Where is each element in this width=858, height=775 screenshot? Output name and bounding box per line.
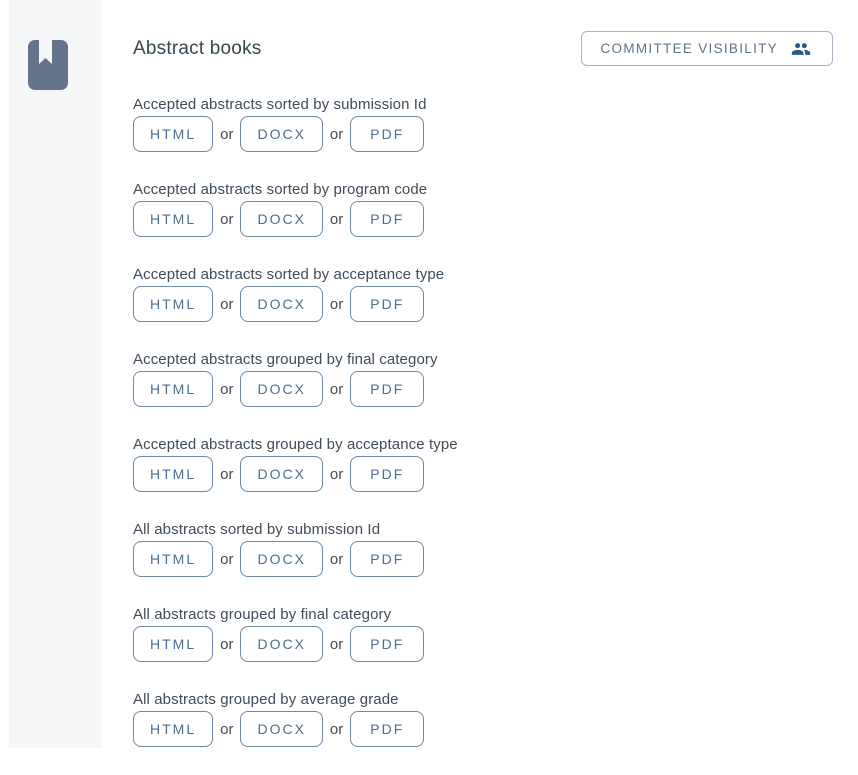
or-separator: or	[220, 210, 234, 228]
or-separator: or	[329, 635, 344, 653]
pdf-download-button[interactable]: PDF	[350, 286, 424, 322]
html-download-button[interactable]: HTML	[133, 116, 213, 152]
pdf-download-button[interactable]: PDF	[350, 116, 424, 152]
or-separator: or	[329, 125, 344, 143]
pdf-download-button[interactable]: PDF	[350, 626, 424, 662]
abstract-book-label: Accepted abstracts grouped by acceptance type	[133, 436, 458, 453]
format-button-row	[133, 626, 833, 662]
or-separator: or	[220, 465, 234, 483]
format-button-row	[133, 286, 833, 322]
or-separator: or	[329, 720, 344, 738]
or-separator: or	[220, 635, 234, 653]
committee-visibility-label: COMMITTEE VISIBILITY	[600, 41, 778, 56]
pdf-download-button[interactable]: PDF	[350, 711, 424, 747]
html-download-button[interactable]: HTML	[133, 541, 213, 577]
committee-visibility-button[interactable]	[581, 31, 833, 66]
docx-download-button[interactable]: DOCX	[240, 711, 322, 747]
abstract-book-label: Accepted abstracts sorted by acceptance type	[133, 266, 445, 283]
abstract-book-label: All abstracts sorted by submission Id	[133, 521, 381, 538]
format-button-row	[133, 541, 833, 577]
format-button-row	[133, 116, 833, 152]
bookmark-book-icon	[28, 77, 68, 94]
abstract-book-row	[133, 95, 833, 152]
or-separator: or	[329, 380, 344, 398]
abstract-books-section-item[interactable]	[28, 40, 68, 90]
abstract-book-label: Accepted abstracts sorted by submission Id	[133, 96, 427, 113]
abstract-book-row	[133, 180, 833, 237]
sidebar	[9, 0, 102, 748]
pdf-download-button[interactable]: PDF	[350, 456, 424, 492]
abstract-book-row	[133, 265, 833, 322]
html-download-button[interactable]: HTML	[133, 711, 213, 747]
abstract-books-list	[133, 95, 833, 747]
or-separator: or	[329, 210, 344, 228]
pdf-download-button[interactable]: PDF	[350, 201, 424, 237]
docx-download-button[interactable]: DOCX	[240, 371, 322, 407]
or-separator: or	[220, 720, 234, 738]
abstract-book-label: All abstracts grouped by final category	[133, 606, 392, 623]
or-separator: or	[329, 295, 344, 313]
main-content	[133, 31, 833, 775]
abstract-book-label: Accepted abstracts sorted by program code	[133, 181, 428, 198]
docx-download-button[interactable]: DOCX	[240, 456, 322, 492]
or-separator: or	[220, 295, 234, 313]
or-separator: or	[329, 465, 344, 483]
format-button-row	[133, 456, 833, 492]
abstract-book-row	[133, 435, 833, 492]
html-download-button[interactable]: HTML	[133, 286, 213, 322]
pdf-download-button[interactable]: PDF	[350, 371, 424, 407]
abstract-book-label: All abstracts grouped by average grade	[133, 691, 399, 708]
format-button-row	[133, 201, 833, 237]
docx-download-button[interactable]: DOCX	[240, 116, 322, 152]
people-icon	[788, 39, 814, 59]
pdf-download-button[interactable]: PDF	[350, 541, 424, 577]
abstract-book-row	[133, 520, 833, 577]
section-header	[133, 31, 833, 66]
docx-download-button[interactable]: DOCX	[240, 626, 322, 662]
abstract-book-row	[133, 690, 833, 747]
html-download-button[interactable]: HTML	[133, 626, 213, 662]
html-download-button[interactable]: HTML	[133, 201, 213, 237]
html-download-button[interactable]: HTML	[133, 371, 213, 407]
abstract-book-row	[133, 350, 833, 407]
html-download-button[interactable]: HTML	[133, 456, 213, 492]
or-separator: or	[220, 380, 234, 398]
docx-download-button[interactable]: DOCX	[240, 201, 322, 237]
abstract-book-row	[133, 605, 833, 662]
page-title: Abstract books	[133, 37, 262, 59]
format-button-row	[133, 371, 833, 407]
or-separator: or	[329, 550, 344, 568]
format-button-row	[133, 711, 833, 747]
docx-download-button[interactable]: DOCX	[240, 541, 322, 577]
or-separator: or	[220, 550, 234, 568]
docx-download-button[interactable]: DOCX	[240, 286, 322, 322]
abstract-book-label: Accepted abstracts grouped by final category	[133, 351, 438, 368]
or-separator: or	[220, 125, 234, 143]
